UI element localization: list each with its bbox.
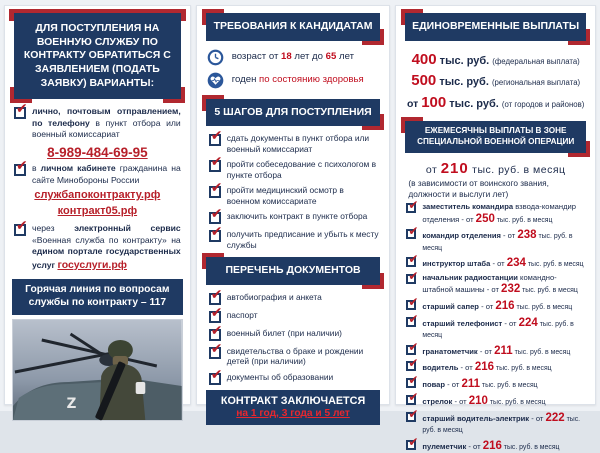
middle-column <box>196 5 391 419</box>
position-text <box>422 411 587 436</box>
monthly-header <box>405 121 586 152</box>
salary-suffix: тыс. руб. в месяц <box>525 260 584 268</box>
document-item <box>209 372 380 385</box>
documents-header <box>206 257 381 285</box>
position-item <box>406 394 587 408</box>
checkbox-icon <box>14 107 26 119</box>
salary-suffix: тыс. руб. в месяц <box>494 365 552 373</box>
step-item <box>209 229 380 250</box>
steps-title: 5 ШАГОВ ДЛЯ ПОСТУПЛЕНИЯ <box>206 99 381 127</box>
position-salary: 216 <box>495 300 515 313</box>
payment-amount: 500 <box>411 72 437 90</box>
health-requirement-text <box>232 74 364 86</box>
position-item <box>406 360 587 374</box>
contract-title: КОНТРАКТ ЗАКЛЮЧАЕТСЯ <box>220 394 366 407</box>
salary-suffix: тыс. руб. в месяц <box>512 348 571 356</box>
checkbox-icon <box>209 134 221 146</box>
position-item <box>406 439 587 453</box>
option-gosuslugi <box>14 223 181 274</box>
position-name: командир отделения <box>422 231 501 241</box>
document-item <box>209 292 380 305</box>
steps-list <box>197 131 390 250</box>
health-condition: по состоянию здоровья <box>259 74 364 86</box>
salary-suffix: тыс. руб. в месяц <box>514 304 573 312</box>
position-item <box>406 377 587 391</box>
step-text: пройти медицинский осмотр в военном комиссариате <box>226 185 344 206</box>
salary-suffix: тыс. руб. в месяц <box>422 416 581 435</box>
position-name: повар <box>422 380 446 390</box>
checkbox-icon <box>406 300 416 310</box>
document-text: свидетельства о браке и рождении детей (при наличии) <box>226 345 364 367</box>
age-from: 18 <box>281 51 292 63</box>
position-salary: 216 <box>482 439 502 452</box>
monthly-note: (в зависимости от воинского звания, должности и выслуги лет) <box>408 178 549 199</box>
age-text: возраст от <box>231 51 282 63</box>
onetime-payments <box>396 46 595 115</box>
payment-note: (федеральная выплата) <box>492 56 580 66</box>
position-salary: 232 <box>501 283 521 296</box>
checkbox-icon <box>209 293 221 305</box>
position-text <box>422 439 559 453</box>
contract-terms: на 1 год, 3 года и 5 лет <box>236 407 350 419</box>
option-text: через <box>32 223 75 234</box>
position-name: стрелок <box>422 397 453 407</box>
position-text <box>422 360 551 374</box>
option-text-bold: электронный сервис <box>74 223 181 234</box>
z-marking: Z <box>66 395 77 412</box>
position-item <box>406 316 587 341</box>
salary-suffix: тыс. руб. в месяц <box>422 321 574 340</box>
checkbox-icon <box>209 160 221 172</box>
document-text: военный билет (при наличии) <box>226 327 342 338</box>
document-text: паспорт <box>226 309 258 320</box>
option-in-person-text <box>32 106 181 141</box>
position-text <box>422 202 587 226</box>
age-requirement-text <box>232 51 354 63</box>
position-text <box>422 299 572 313</box>
onetime-payment-line <box>400 92 591 114</box>
payment-unit: тыс. руб. <box>436 54 493 67</box>
left-column <box>4 5 191 412</box>
checkbox-icon <box>406 378 416 388</box>
position-item <box>406 228 587 253</box>
link-kontrakt05[interactable]: контракт05.рф <box>57 205 138 218</box>
checkbox-icon <box>406 229 416 239</box>
position-name: старший сапер <box>422 302 479 312</box>
monthly-prefix: от <box>425 163 441 176</box>
step-item <box>209 185 380 206</box>
salary-separator: - от <box>490 258 507 268</box>
position-salary: 211 <box>461 378 480 391</box>
salary-separator: - от <box>452 397 469 407</box>
step-text: сдать документы в пункт отбора или военный комиссариат <box>226 133 370 154</box>
position-text <box>422 344 570 358</box>
onetime-header <box>405 13 586 41</box>
position-text <box>422 256 583 270</box>
checkbox-icon <box>209 373 221 385</box>
document-item <box>209 346 380 367</box>
onetime-payment-line <box>400 70 591 92</box>
monthly-unit: тыс. руб. в месяц <box>468 163 566 176</box>
step-text: получить предписание и убыть к месту службы <box>226 229 379 250</box>
salary-separator: - от <box>466 441 483 451</box>
position-text <box>422 394 545 408</box>
option-gosuslugi-text <box>32 223 181 272</box>
site-links <box>14 188 181 220</box>
requirements-title: ТРЕБОВАНИЯ К КАНДИДАТАМ <box>206 13 381 41</box>
position-name: инструктор штаба <box>422 258 491 268</box>
salary-separator: - от <box>484 285 502 295</box>
checkbox-icon <box>406 412 416 422</box>
position-item <box>406 202 587 226</box>
position-salary: 250 <box>475 212 495 225</box>
checkbox-icon <box>406 317 416 327</box>
step-item <box>209 133 380 154</box>
document-text: документы об образовании <box>226 371 334 382</box>
position-name-rest: командно-штабной машины <box>422 272 557 295</box>
option-text: в пункт отбора или военный комиссариат <box>32 117 181 140</box>
position-salary: 211 <box>494 344 513 357</box>
position-salary: 210 <box>468 395 488 408</box>
left-header <box>14 13 181 99</box>
clock-icon <box>207 49 224 66</box>
salary-suffix: тыс. руб. в месяц <box>494 216 553 224</box>
option-personal-account <box>14 163 181 188</box>
checkbox-icon <box>209 329 221 341</box>
position-text <box>422 273 587 297</box>
checkbox-icon <box>406 395 416 405</box>
salary-suffix: тыс. руб. в месяц <box>520 287 578 295</box>
salary-separator: - от <box>477 346 495 356</box>
link-gosuslugi[interactable]: госуслуги.рф <box>57 258 127 271</box>
document-item <box>209 328 380 341</box>
position-name: пулеметчик <box>422 441 467 451</box>
step-item <box>209 159 380 180</box>
position-text <box>422 377 537 391</box>
position-item <box>406 256 587 270</box>
health-heart-icon <box>207 72 224 89</box>
salary-separator: - от <box>458 363 475 373</box>
phone-number-link[interactable]: 8-989-484-69-95 <box>47 144 148 160</box>
position-item <box>406 273 587 297</box>
option-text: «Военная служба по контракту» на <box>32 234 181 245</box>
checkbox-icon <box>14 164 26 176</box>
checkbox-icon <box>14 224 26 236</box>
documents-title: ПЕРЕЧЕНЬ ДОКУМЕНТОВ <box>206 257 381 285</box>
position-item <box>406 299 587 313</box>
photo-soldier-helicopter <box>12 319 183 421</box>
payment-amount: 100 <box>421 93 447 111</box>
position-name: заместитель командира <box>422 202 514 212</box>
age-to: 65 <box>325 51 337 63</box>
step-item <box>209 211 380 224</box>
photo-illustration <box>13 320 182 420</box>
requirements-header <box>206 13 381 41</box>
checkbox-icon <box>209 347 221 359</box>
payment-prefix: от <box>406 97 422 110</box>
position-name: водитель <box>422 363 459 373</box>
position-salary: 222 <box>545 412 565 425</box>
checkbox-icon <box>406 274 416 284</box>
hotline-banner: Горячая линия по вопросам службы по контракту – 117 <box>12 279 183 315</box>
position-name: старший телефонист <box>422 319 503 329</box>
option-text-bold: лично, почтовым отправлением, по телефону <box>32 106 181 128</box>
salary-separator: - от <box>445 380 462 390</box>
salary-separator: - от <box>478 302 496 312</box>
checkbox-icon <box>406 345 416 355</box>
salary-separator: - от <box>502 319 519 329</box>
monthly-title: ЕЖЕМЕСЯЧНЫ ВЫПЛАТЫ В ЗОНЕ СПЕЦИАЛЬНОЙ ВОЕННОЙ ОПЕРАЦИИ <box>405 121 586 152</box>
salary-separator: - от <box>500 231 518 241</box>
position-name: начальник радиостанции <box>422 272 518 282</box>
option-text-bold: едином портале государственных услуг <box>32 246 181 270</box>
checkbox-icon <box>209 212 221 224</box>
positions-list <box>396 201 595 453</box>
steps-header <box>206 99 381 127</box>
payment-note: (от городов и районов) <box>501 99 585 109</box>
checkbox-icon <box>406 203 416 213</box>
salary-separator: - от <box>459 214 476 224</box>
documents-list <box>197 290 390 385</box>
position-item <box>406 411 587 436</box>
monthly-amount: 210 <box>440 159 469 177</box>
position-name: старший водитель-электрик <box>422 414 530 424</box>
position-name: гранатометчик <box>422 346 478 356</box>
checkbox-icon <box>209 311 221 323</box>
salary-separator: - от <box>529 414 546 424</box>
age-requirement <box>197 46 390 69</box>
step-text: заключить контракт в пункте отбора <box>226 211 368 222</box>
payment-unit: тыс. руб. <box>446 97 502 110</box>
checkbox-icon <box>209 230 221 242</box>
position-name-rest: взвода-командир отделения <box>422 202 576 224</box>
position-text <box>422 316 587 341</box>
salary-suffix: тыс. руб. в месяц <box>480 382 538 390</box>
payment-unit: тыс. руб. <box>436 76 492 89</box>
salary-suffix: тыс. руб. в месяц <box>501 443 560 451</box>
payment-amount: 400 <box>411 50 437 68</box>
onetime-title: ЕДИНОВРЕМЕННЫЕ ВЫПЛАТЫ <box>405 13 586 41</box>
salary-suffix: тыс. руб. в месяц <box>487 399 546 407</box>
payment-note: (региональная выплата) <box>491 78 581 88</box>
position-text <box>422 228 587 253</box>
left-body <box>5 104 190 274</box>
salary-suffix: тыс. руб. в месяц <box>422 233 573 252</box>
option-text: гражданина на сайте Минобороны России <box>32 162 181 185</box>
left-header-title: ДЛЯ ПОСТУПЛЕНИЯ НА ВОЕННУЮ СЛУЖБУ ПО КОНТРАКТУ ОБРАТИТЬСЯ С ЗАЯВЛЕНИЕМ (ПОДАТЬ ЗАЯВКУ) ВАРИАНТЫ: <box>14 13 181 99</box>
right-column <box>395 5 596 452</box>
checkbox-icon <box>406 440 416 450</box>
option-text: в <box>32 162 41 173</box>
health-requirement <box>197 69 390 92</box>
age-text: лет до <box>291 51 326 63</box>
option-text-bold: личном кабинете <box>40 162 116 173</box>
document-item <box>209 310 380 323</box>
step-text: пройти собеседование с психологом в пункте отбора <box>226 159 377 180</box>
checkbox-icon <box>406 257 416 267</box>
position-salary: 224 <box>518 317 538 330</box>
position-salary: 234 <box>506 256 526 269</box>
document-text: автобиография и анкета <box>226 291 322 302</box>
age-text: лет <box>336 51 355 63</box>
monthly-base <box>396 158 595 178</box>
onetime-payment-line <box>400 49 591 71</box>
contract-banner <box>206 390 381 425</box>
link-sluzhbapokontraktu[interactable]: службапоконтракту.рф <box>34 189 161 202</box>
position-salary: 238 <box>517 229 537 242</box>
position-item <box>406 344 587 358</box>
position-salary: 216 <box>474 361 494 374</box>
checkbox-icon <box>209 186 221 198</box>
checkbox-icon <box>406 361 416 371</box>
health-text: годен <box>231 74 260 86</box>
option-in-person <box>14 106 181 143</box>
option-personal-account-text <box>32 163 181 186</box>
